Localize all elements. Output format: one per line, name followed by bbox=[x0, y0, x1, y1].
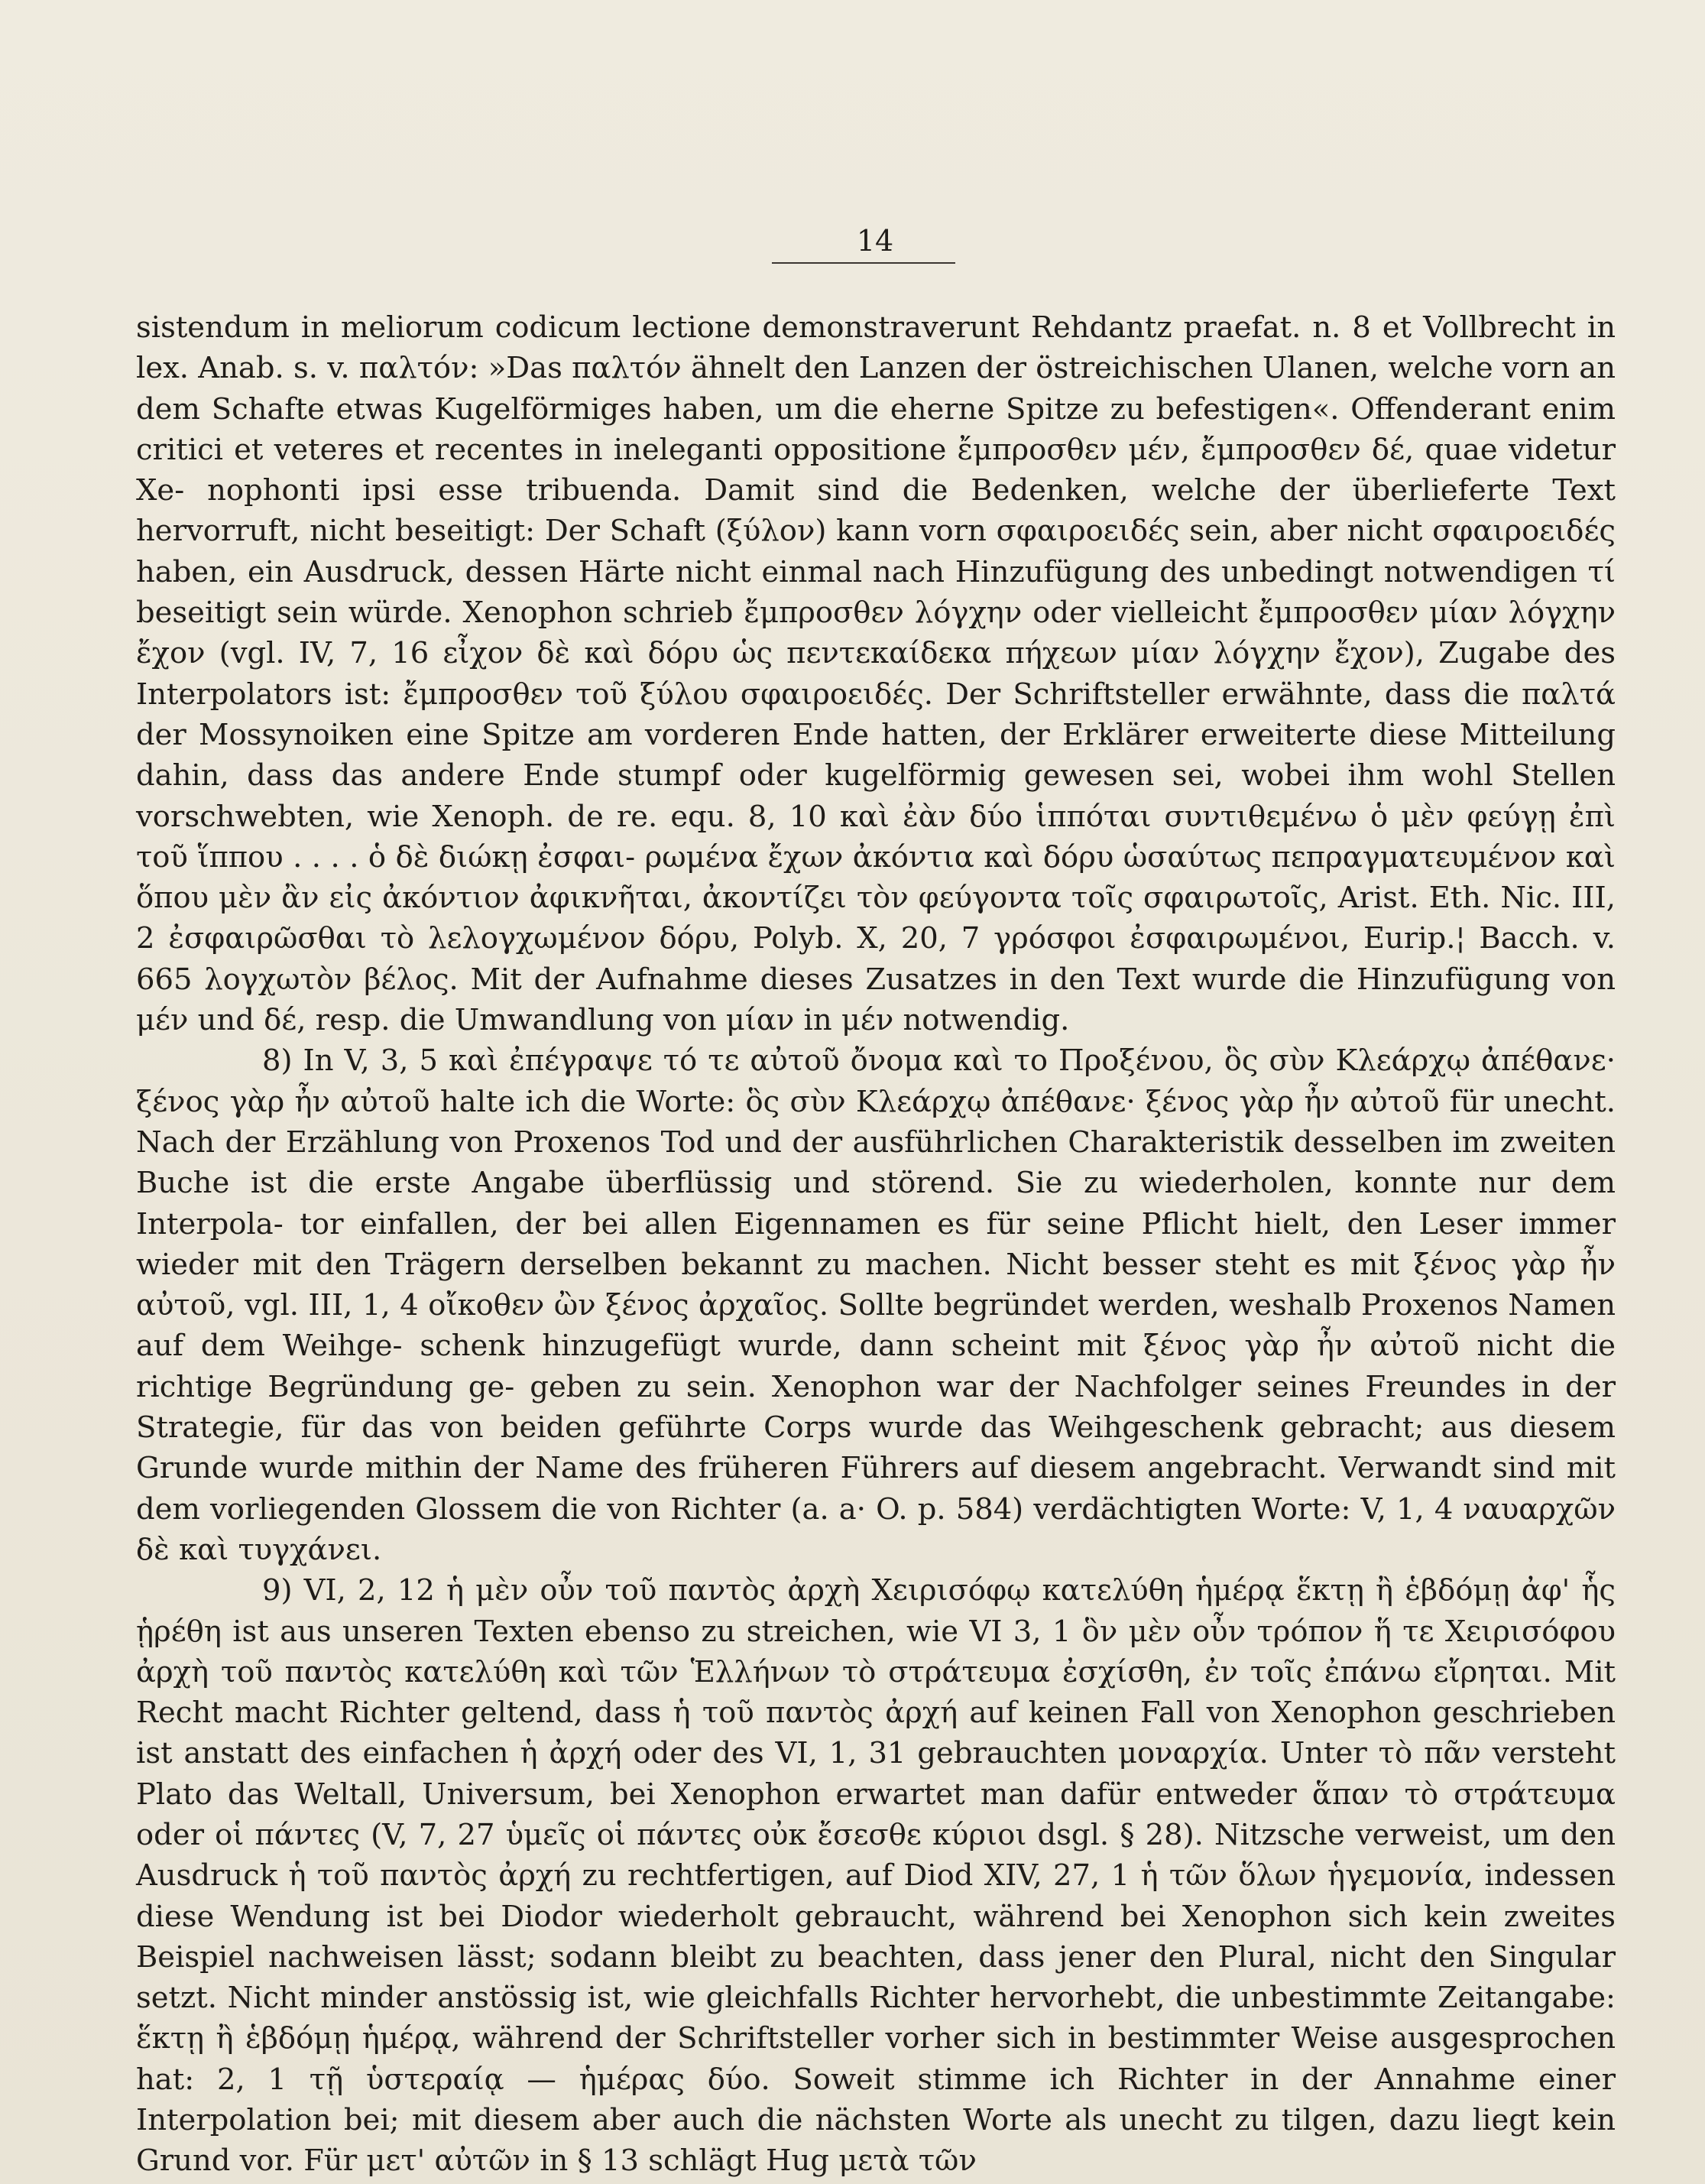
body-text bbox=[136, 307, 1616, 2182]
paragraph-section-8: 8) In V, 3, 5 καὶ ἐπέγραψε τό τε αὐτοῦ ὄνομα καὶ το Προξένου, ὃς σὺν Κλεάρχῳ ἀπέθανε· ξένος γὰρ ἦν αὐτοῦ halte ich die Worte: ὃς σὺν Κλεάρχῳ ἀπέθανε· ξένος γὰρ ἦν αὐτοῦ für unecht. Nach der Erzählung von Proxenos Tod und der ausführlichen Charakteristik desselben im zweiten Buche ist die erste Angabe überflüssig und störend. Sie zu wiederholen, konnte nur dem Interpola- tor einfallen, der bei allen Eigennamen es für seine Pflicht hielt, den Leser immer wieder mit den Trägern derselben bekannt zu machen. Nicht besser steht es mit ξένος γὰρ ἦν αὐτοῦ, vgl. III, 1, 4 οἴκοθεν ὢν ξένος ἀρχαῖος. Sollte begründet werden, weshalb Proxenos Namen auf dem Weihge- schenk hinzugefügt wurde, dann scheint mit ξένος γὰρ ἦν αὐτοῦ nicht die richtige Begründung ge- geben zu sein. Xenophon war der Nachfolger seines Freundes in der Strategie, für das von beiden geführte Corps wurde das Weihgeschenk gebracht; aus diesem Grunde wurde mithin der Name des früheren Führers auf diesem angebracht. Verwandt sind mit dem vorliegenden Glossem die von Richter (a. a· O. p. 584) verdächtigten Worte: V, 1, 4 ναυαρχῶν δὲ καὶ τυγχάνει. bbox=[136, 1043, 1616, 1567]
page-number: 14 bbox=[856, 224, 894, 258]
header-rule bbox=[772, 262, 955, 264]
paragraph-section-9: 9) VI, 2, 12 ἡ μὲν οὖν τοῦ παντὸς ἀρχὴ Χειρισόφῳ κατελύθη ἡμέρᾳ ἕκτῃ ἢ ἑβδόμῃ ἀφ' ἧς ᾑρέθη ist aus unseren Texten ebenso zu streichen, wie VI 3, 1 ὃν μὲν οὖν τρόπον ἥ τε Χειρισόφου ἀρχὴ τοῦ παντὸς κατελύθη καὶ τῶν Ἑλλήνων τὸ στράτευμα ἐσχίσθη, ἐν τοῖς ἐπάνω εἴρηται. Mit Recht macht Richter geltend, dass ἡ τοῦ παντὸς ἀρχή auf keinen Fall von Xenophon geschrieben ist anstatt des einfachen ἡ ἀρχή oder des VI, 1, 31 gebrauchten μοναρχία. Unter τὸ πᾶν versteht Plato das Weltall, Universum, bei Xenophon erwartet man dafür entweder ἅπαν τὸ στράτευμα oder οἱ πάντες (V, 7, 27 ὑμεῖς οἱ πάντες οὐκ ἔσεσθε κύριοι dsgl. § 28). Nitzsche verweist, um den Ausdruck ἡ τοῦ παντὸς ἀρχή zu rechtfertigen, auf Diod XIV, 27, 1 ἡ τῶν ὅλων ἡγεμονία, indessen diese Wendung ist bei Diodor wiederholt gebraucht, während bei Xenophon sich kein zweites Beispiel nachweisen lässt; sodann bleibt zu beachten, dass jener den Plural, nicht den Singular setzt. Nicht minder anstössig ist, wie gleichfalls Richter hervorhebt, die unbestimmte Zeitangabe: ἕκτῃ ἢ ἑβδόμῃ ἡμέρᾳ, während der Schriftsteller vorher sich in bestimmter Weise ausgesprochen hat: 2, 1 τῇ ὑστεραίᾳ — ἡμέρας δύο. Soweit stimme ich Richter in der Annahme einer Interpolation bei; mit diesem aber auch die nächsten Worte als unecht zu tilgen, dazu liegt kein Grund vor. Für μετ' αὐτῶν in § 13 schlägt Hug μετὰ τῶν bbox=[136, 1573, 1616, 2179]
paragraph-continuation: sistendum in meliorum codicum lectione demonstraverunt Rehdantz praefat. n. 8 et Vollbrecht in lex. Anab. s. v. παλτόν: »Das παλτόν ähnelt den Lanzen der östreichischen Ulanen, welche vorn an dem Schafte etwas Kugelförmiges haben, um die eherne Spitze zu befestigen«. Offenderant enim critici et veteres et recentes in ineleganti oppositione ἔμπροσθεν μέν, ἔμπροσθεν δέ, quae videtur Xe- nophonti ipsi esse tribuenda. Damit sind die Bedenken, welche der überlieferte Text hervorruft, nicht beseitigt: Der Schaft (ξύλον) kann vorn σφαιροειδές sein, aber nicht σφαιροειδές haben, ein Ausdruck, dessen Härte nicht einmal nach Hinzufügung des unbedingt notwendigen τί beseitigt sein würde. Xenophon schrieb ἔμπροσθεν λόγχην oder vielleicht ἔμπροσθεν μίαν λόγχην ἔχον (vgl. IV, 7, 16 εἶχον δὲ καὶ δόρυ ὡς πεντεκαίδεκα πήχεων μίαν λόγχην ἔχον), Zugabe des Interpolators ist: ἔμπροσθεν τοῦ ξύλου σφαιροειδές. Der Schriftsteller erwähnte, dass die παλτά der Mossynoiken eine Spitze am vorderen Ende hatten, der Erklärer erweiterte diese Mitteilung dahin, dass das andere Ende stumpf oder kugelförmig gewesen sei, wobei ihm wohl Stellen vorschwebten, wie Xenoph. de re. equ. 8, 10 καὶ ἐὰν δύο ἱππόται συντιθεμένω ὁ μὲν φεύγῃ ἐπὶ τοῦ ἵππου . . . . ὁ δὲ διώκῃ ἐσφαι- ρωμένα ἔχων ἀκόντια καὶ δόρυ ὡσαύτως πεπραγματευμένον καὶ ὅπου μὲν ἂν εἰς ἀκόντιον ἀφικνῆται, ἀκοντίζει τὸν φεύγοντα τοῖς σφαιρωτοῖς, Arist. Eth. Nic. III, 2 ἐσφαιρῶσθαι τὸ λελογχωμένον δόρυ, Polyb. X, 20, 7 γρόσφοι ἐσφαιρωμένοι, Eurip.¦ Bacch. v. 665 λογχωτὸν βέλος. Mit der Aufnahme dieses Zusatzes in den Text wurde die Hinzufügung von μέν und δέ, resp. die Umwandlung von μίαν in μέν notwendig. bbox=[136, 310, 1616, 1038]
